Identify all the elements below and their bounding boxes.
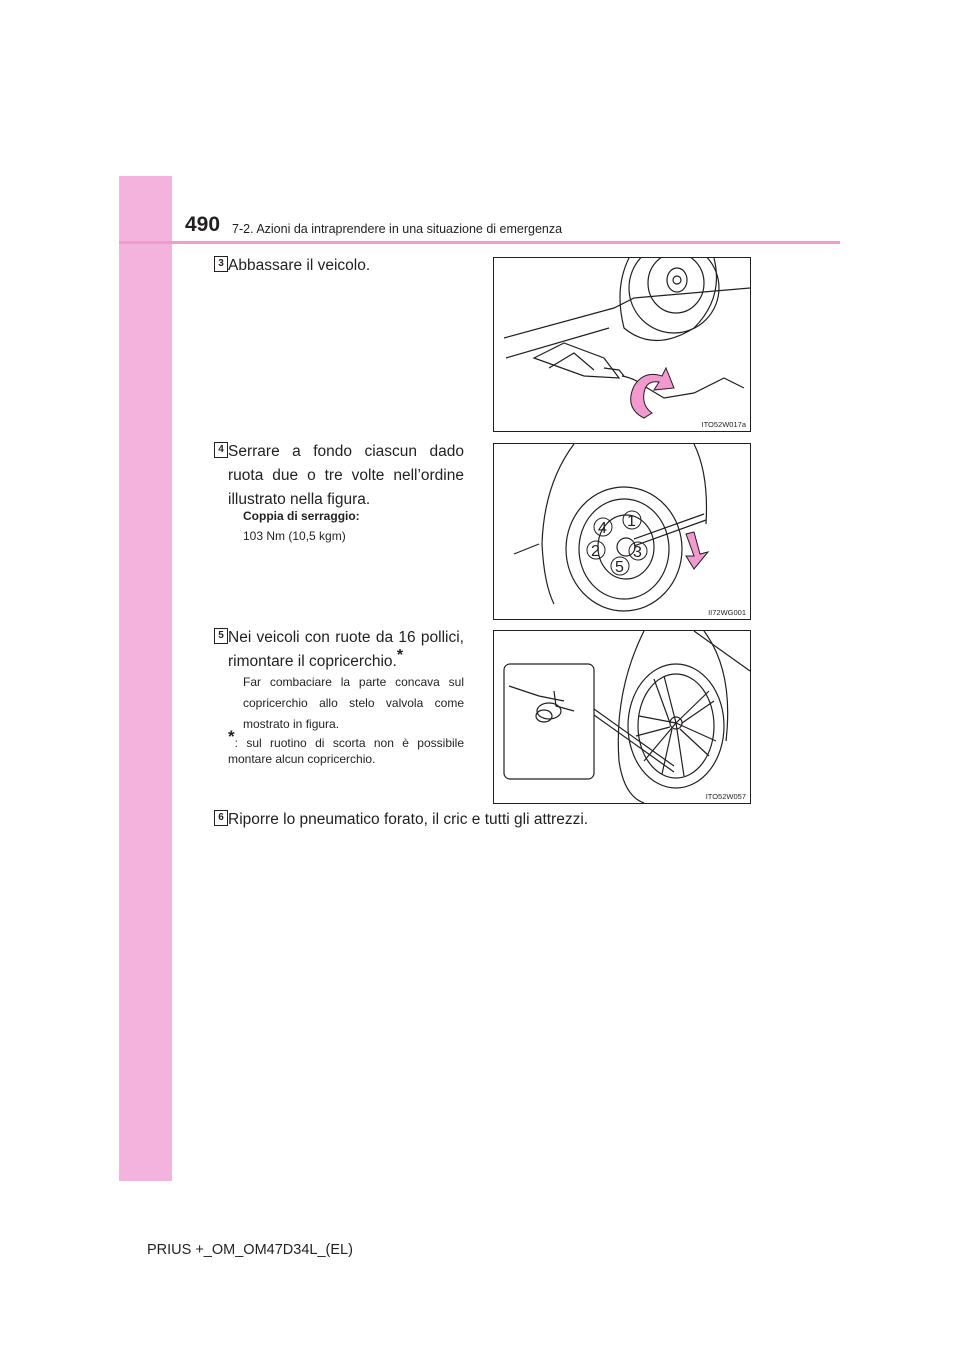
torque-label: Coppia di serraggio: bbox=[243, 509, 360, 523]
step-4-text: Serrare a fondo ciascun dado ruota due o tre volte nell’ordine illustrato nella figura. bbox=[228, 443, 464, 508]
nut-order-3: 3 bbox=[633, 544, 642, 561]
step-6-text: Riporre lo pneumatico forato, il cric e tutti gli attrezzi. bbox=[228, 811, 589, 828]
chapter-sidebar-tab bbox=[119, 176, 172, 1181]
step-5-text bbox=[228, 626, 464, 674]
figure-wheel-cap bbox=[493, 630, 751, 804]
torque-value: 103 Nm (10,5 kgm) bbox=[243, 529, 346, 543]
nut-order-4: 4 bbox=[598, 520, 607, 537]
step-5-number: 5 bbox=[214, 628, 228, 644]
figure-code: II72WG001 bbox=[708, 608, 746, 617]
figure-tighten-nuts bbox=[493, 443, 751, 620]
step-6-number: 6 bbox=[214, 810, 228, 826]
step-3-text: Abbassare il veicolo. bbox=[228, 257, 371, 274]
footnote bbox=[228, 727, 464, 767]
wheel-nut-order-illustration bbox=[494, 444, 750, 619]
figure-code: ITO52W057 bbox=[705, 792, 746, 801]
chapter-title: 7-2. Azioni da intraprendere in una situazione di emergenza bbox=[232, 222, 563, 236]
figure-lower-vehicle bbox=[493, 257, 751, 432]
document-id: PRIUS +_OM_OM47D34L_(EL) bbox=[147, 1242, 353, 1258]
figure-code: ITO52W017a bbox=[701, 420, 746, 429]
step-5-text-body: Nei veicoli con ruote da 16 pollici, rimontare il copricerchio. bbox=[228, 629, 464, 670]
step-3-number: 3 bbox=[214, 256, 228, 272]
page-number: 490 bbox=[185, 213, 221, 236]
step-4-number: 4 bbox=[214, 442, 228, 458]
nut-order-1: 1 bbox=[627, 513, 636, 530]
footnote-text: : sul ruotino di scorta non è possibile montare alcun copricerchio. bbox=[228, 736, 464, 766]
asterisk-mark: * bbox=[396, 646, 404, 664]
footnote-marker: * bbox=[228, 727, 235, 746]
header-rule bbox=[119, 241, 840, 244]
nut-order-2: 2 bbox=[591, 543, 600, 560]
nut-order-5: 5 bbox=[615, 559, 624, 576]
jack-lowering-illustration bbox=[494, 258, 750, 431]
step-5-note: Far combaciare la parte concava sul copricerchio allo stelo valvola come mostrato in figura. bbox=[243, 675, 464, 731]
wheel-cap-illustration bbox=[494, 631, 750, 803]
